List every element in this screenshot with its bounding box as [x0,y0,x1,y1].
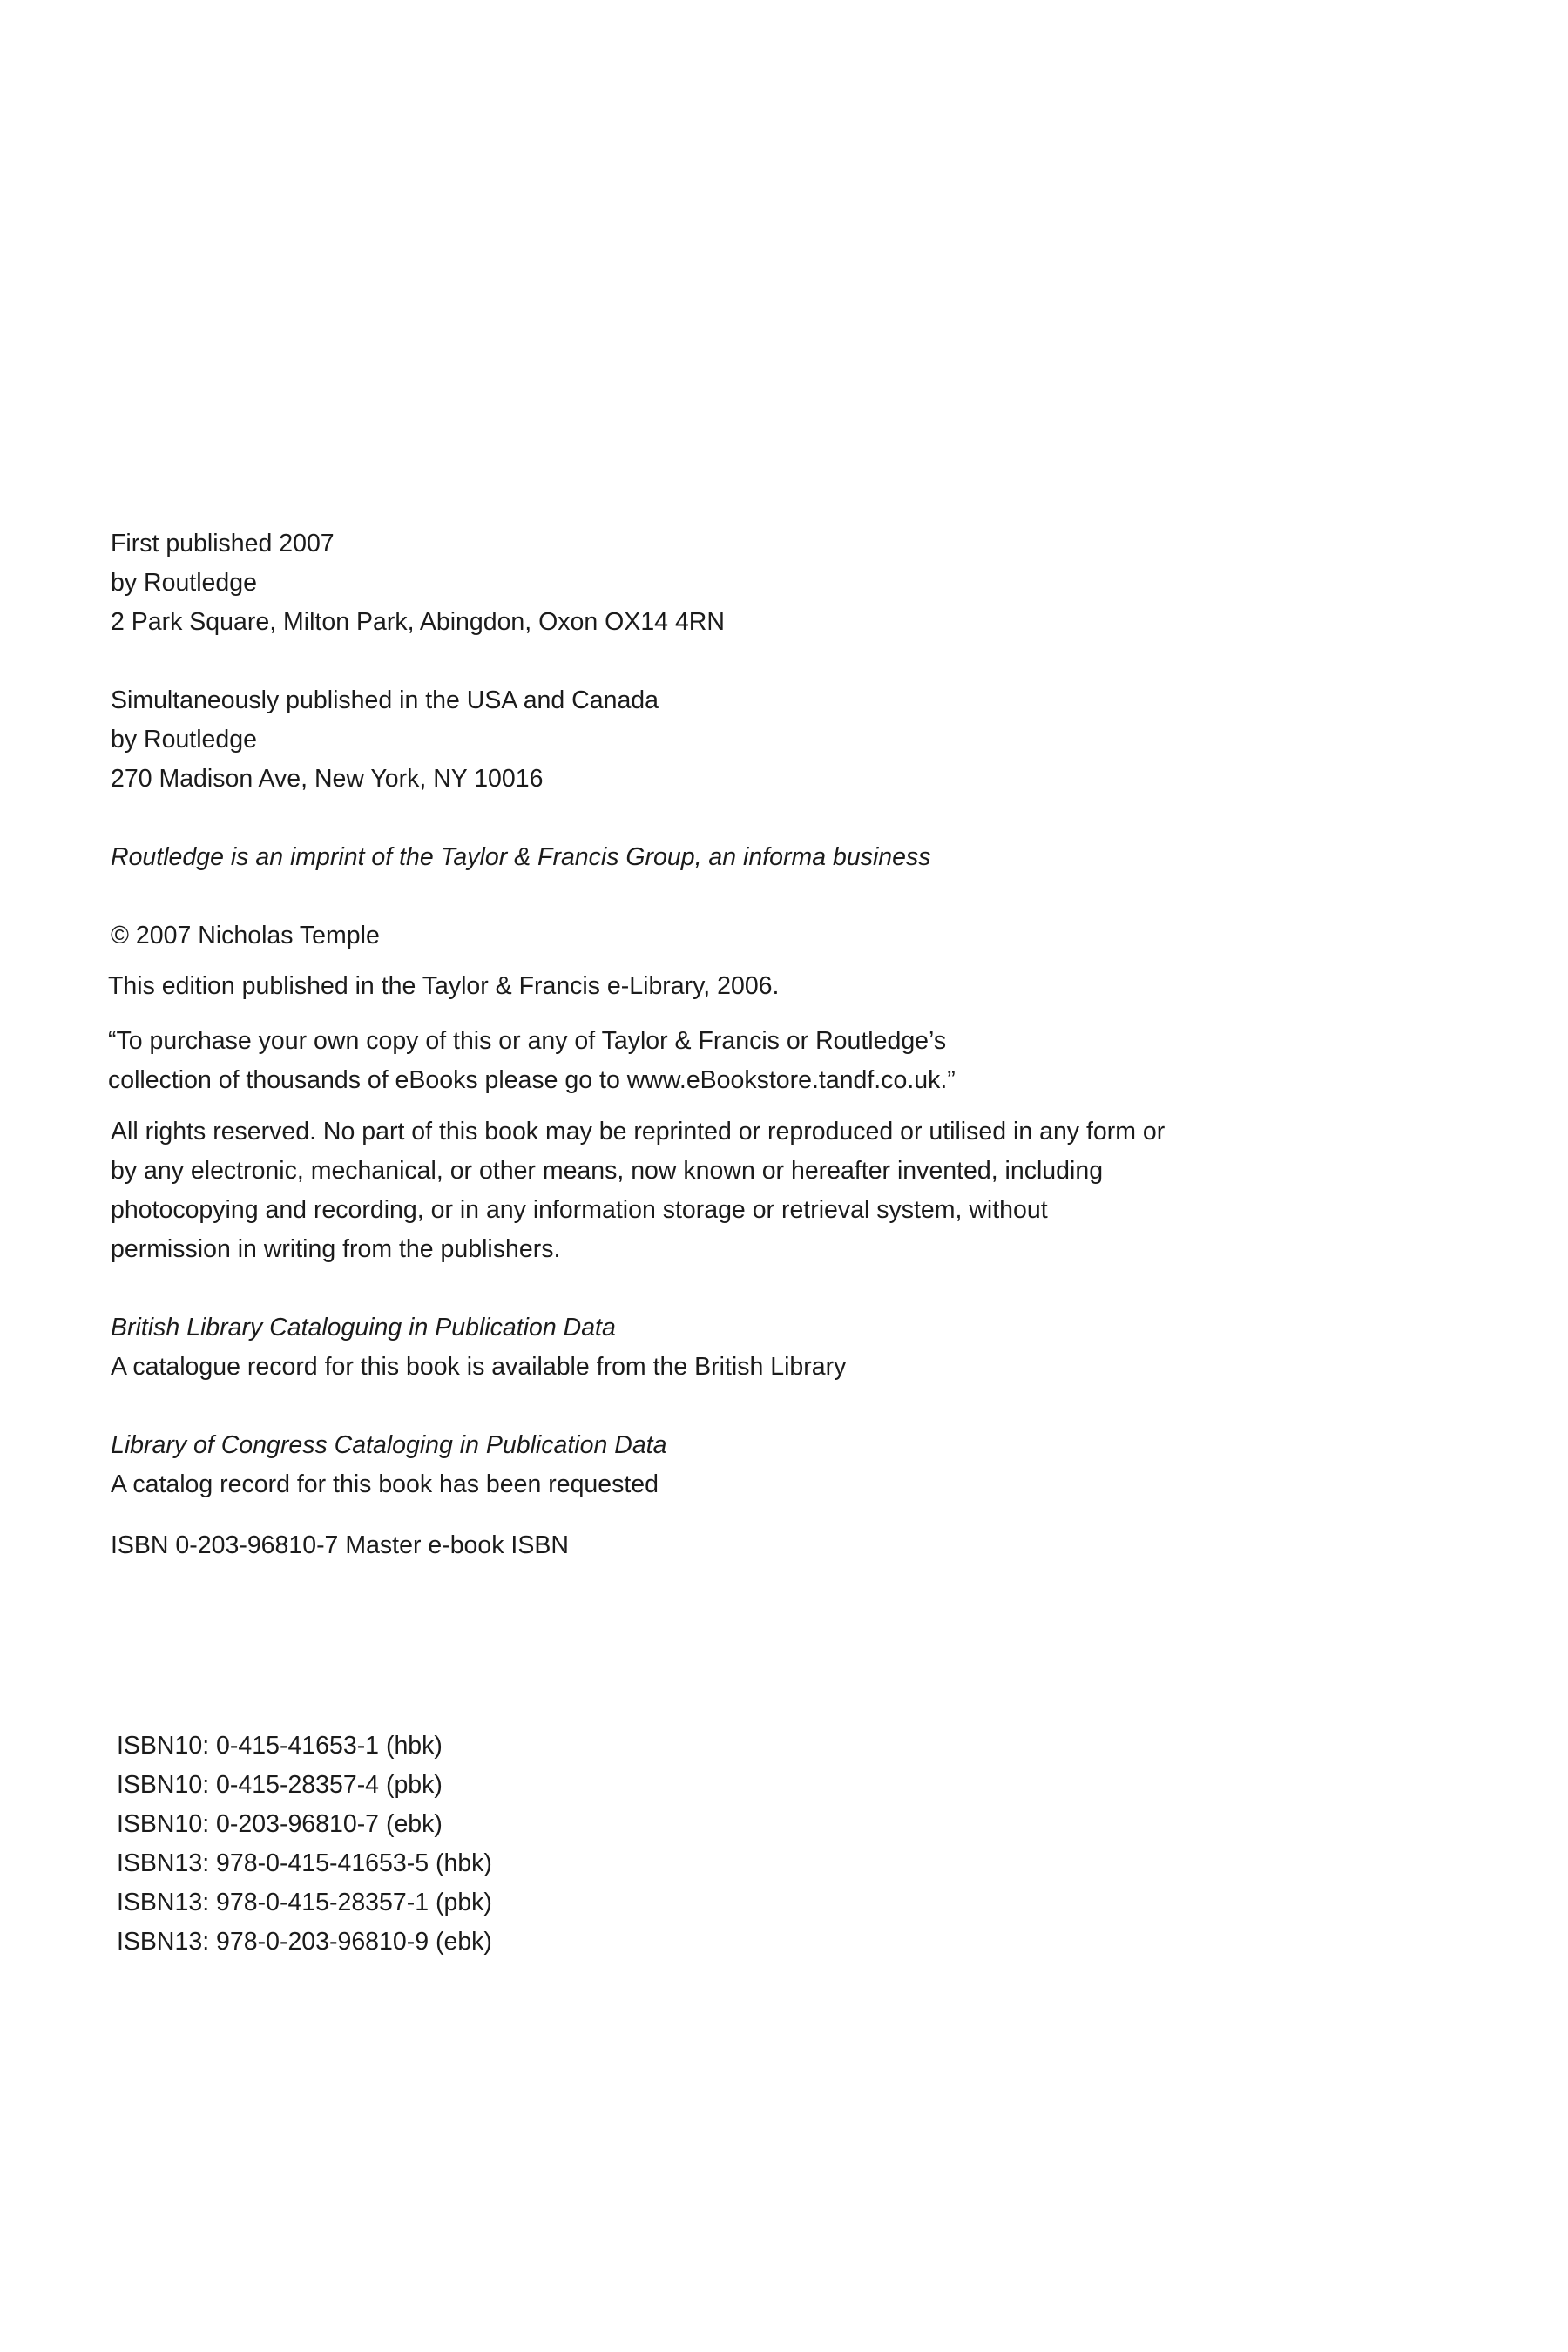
isbn-line: ISBN13: 978-0-415-28357-1 (pbk) [117,1889,492,1916]
isbn-line: ISBN13: 978-0-415-41653-5 (hbk) [117,1849,492,1877]
copyright-notice: © 2007 Nicholas Temple [111,922,380,950]
isbn-line: ISBN10: 0-415-41653-1 (hbk) [117,1732,443,1760]
british-library-text: A catalogue record for this book is available from the British Library [111,1353,847,1381]
congress-heading: Library of Congress Cataloging in Publication Data [111,1431,667,1459]
rights-reserved-line: by any electronic, mechanical, or other means, now known or hereafter invented, including [111,1157,1104,1185]
purchase-note-line-1: “To purchase your own copy of this or any of Taylor & Francis or Routledge’s [108,1027,947,1055]
rights-reserved-line: All rights reserved. No part of this book may be reprinted or reproduced or utilised in any form or [111,1118,1166,1146]
isbn-line: ISBN13: 978-0-203-96810-9 (ebk) [117,1928,492,1956]
purchase-note-line-2: collection of thousands of eBooks please go to www.eBookstore.tandf.co.uk.” [108,1066,956,1094]
british-library-heading: British Library Cataloguing in Publication Data [111,1314,616,1342]
imprint-note: Routledge is an imprint of the Taylor & Francis Group, an informa business [111,843,931,871]
master-isbn: ISBN 0-203-96810-7 Master e-book ISBN [111,1531,569,1559]
isbn-line: ISBN10: 0-415-28357-4 (pbk) [117,1771,443,1799]
publisher-uk-address: 2 Park Square, Milton Park, Abingdon, Oxon OX14 4RN [111,608,725,636]
rights-reserved-line: permission in writing from the publishers. [111,1235,561,1263]
isbn-line: ISBN10: 0-203-96810-7 (ebk) [117,1810,443,1838]
rights-reserved-line: photocopying and recording, or in any information storage or retrieval system, without [111,1196,1048,1224]
congress-text: A catalog record for this book has been requested [111,1470,659,1498]
first-published: First published 2007 [111,530,335,558]
edition-note: This edition published in the Taylor & Francis e-Library, 2006. [108,972,780,1000]
simultaneous-publication: Simultaneously published in the USA and Canada [111,686,659,714]
publisher-us-address: 270 Madison Ave, New York, NY 10016 [111,765,544,793]
publisher-name: by Routledge [111,569,257,597]
publisher-name-us: by Routledge [111,726,257,754]
